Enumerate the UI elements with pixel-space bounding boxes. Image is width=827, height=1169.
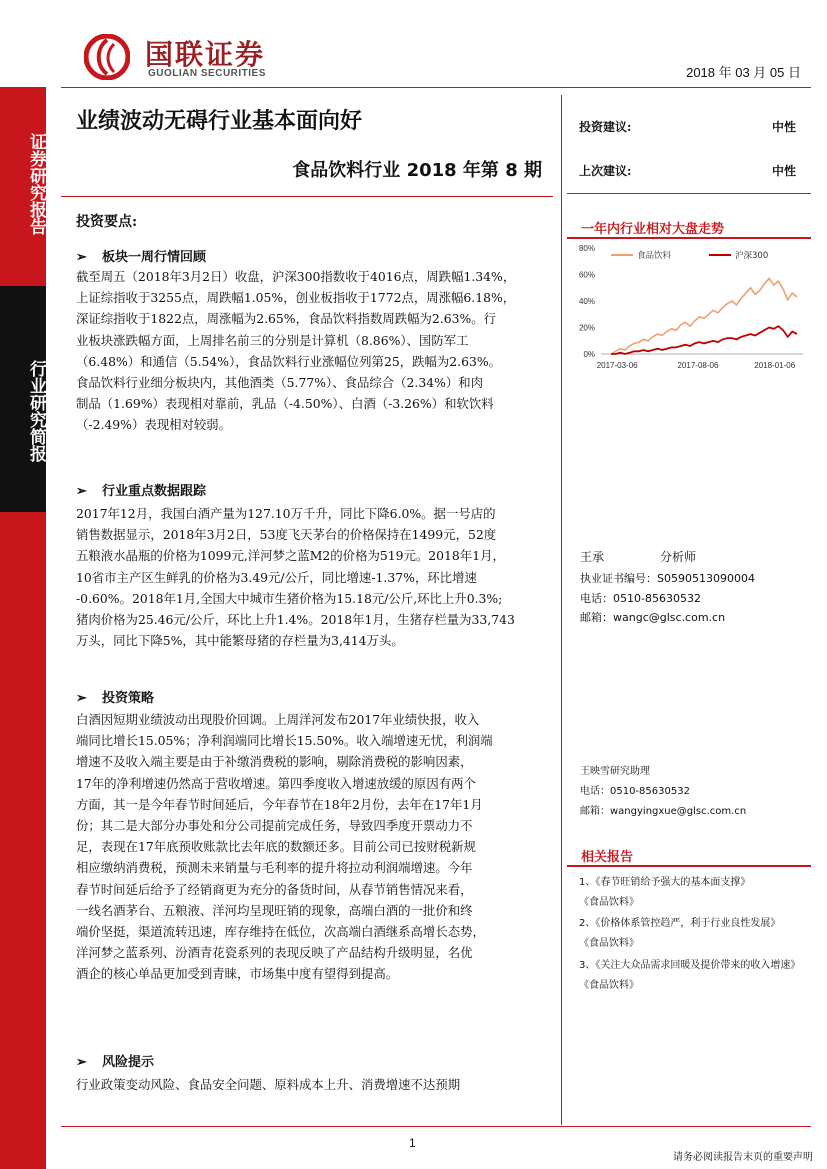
y-tick-label: 60% [578, 270, 595, 280]
report-title: 业绩波动无碍行业基本面向好 [76, 109, 363, 134]
rating-value-previous: 中性 [772, 164, 797, 178]
section-heading-risk: ➢ 风险提示 [76, 1055, 155, 1070]
chart-title: 一年内行业相对大盘走势 [581, 222, 725, 237]
section-heading-data-tracking: ➢ 行业重点数据跟踪 [76, 484, 207, 499]
y-tick-label: 80% [578, 244, 595, 253]
analyst-role: 分析师 [660, 550, 697, 564]
footer-divider [61, 1126, 811, 1127]
series-line-hs300 [611, 326, 797, 354]
related-reports-title: 相关报告 [581, 850, 634, 865]
legend-label: 食品饮料 [637, 251, 672, 261]
sidebar-label-industry-brief: 行业研究简报 [26, 360, 46, 462]
page-number: 1 [409, 1136, 416, 1150]
report-subtitle: 食品饮料行业 2018 年第 8 期 [292, 160, 542, 181]
rating-divider [567, 193, 811, 194]
section-body-strategy: 白酒因短期业绩波动出现股价回调。上周洋河发布2017年业绩快报，收入 端同比增长15.05%；净利润端同比增长15.50%。收入端增速无忧，利润端 增速不及收入端主要是由于补缴消费税的影响，剔除消费税的影响因素， 17年的净利增速仍然高于营收增速。第四季度收入增速放缓的原因有两个 方面，其一是今年春节时间延后，今年春节在18年2月份，去年在17年1月 份；其二是大部分办事处和分公司提前完成任务，导致四季度开票动力不 足，表现在17年底预收账款比去年底的数额还多。目前公司已按财税新规 相应缴纳消费税，预测未来销量与毛利率的提升将拉动利润端增速。今年 春节时间延后给予了经销商更为充分的备货时间，从春节销售情况来看， 一线名酒茅台、五粮液、洋河均呈现旺销的现象，高端白酒的一批价和终 端价坚挺，渠道流转迅速，库存维持在低位，次高端白酒继系高增长态势， 洋河梦之蓝系列、汾酒青花瓷系列的表现反映了产品结构升级明显，名优 酒企的核心单品更加受到青睐，市场集中度有望得到提高。 [76, 712, 493, 982]
analyst-email[interactable]: 邮箱：wangc@glsc.com.cn [580, 611, 726, 624]
analyst-name: 王承 [580, 550, 605, 564]
y-tick-label: 20% [578, 323, 595, 333]
report-date: 2018 年 03 月 05 日 [686, 65, 801, 80]
section-body-risk: 行业政策变动风险、食品安全问题、原料成本上升、消费增速不达预期 [76, 1077, 461, 1092]
sidebar-label-research-report: 证券研究报告 [26, 133, 46, 235]
y-tick-label: 0% [583, 350, 595, 359]
assistant-phone: 电话：0510-85630532 [580, 786, 690, 797]
related-report-3-category: 《食品饮料》 [579, 980, 639, 991]
brand-name-cn: 国联证券 [145, 38, 266, 71]
rating-value-current: 中性 [772, 120, 797, 134]
relative-trend-chart [567, 240, 811, 380]
related-report-2-category: 《食品饮料》 [579, 938, 639, 949]
y-tick-label: 40% [578, 297, 595, 306]
assistant-title: 王映雪研究助理 [580, 766, 650, 777]
key-points-heading: 投资要点: [76, 214, 138, 230]
arrow-bullet-icon: ➢ [76, 484, 87, 499]
guolian-logo-icon [84, 34, 130, 80]
footer-disclaimer: 请务必阅读报告末页的重要声明 [673, 1152, 813, 1163]
analyst-cert: 执业证书编号：S0590513090004 [580, 572, 755, 585]
legend-label: 沪深300 [735, 251, 769, 261]
arrow-bullet-icon: ➢ [76, 1055, 87, 1070]
section-body-market-review: 截至周五（2018年3月2日）收盘，沪深300指数收于4016点，周跌幅1.34%， 上证综指收于3255点，周跌幅1.05%，创业板指收于1772点，周涨幅6.18%， 深证综指收于1822点，周涨幅为2.65%，食品饮料指数周跌幅为2.63%。行 业板块涨跌幅方面，上周排名前三的分别是计算机（8.86%）、国防军工 （6.48%）和通信（5.54%），食品饮料行业涨幅位列第25，跌幅为2.63%。 食品饮料行业细分板块内，其他酒类（5.77%）、食品综合（2.34%）和肉 制品（1.69%）表现相对靠前，乳品（-4.50%）、白酒（-3.26%）和软饮料 （-2.49%）表现相对较弱。 [76, 269, 516, 433]
assistant-email[interactable]: 邮箱：wangyingxue@glsc.com.cn [580, 806, 747, 817]
rating-label-previous: 上次建议: [579, 164, 632, 178]
brand-name-en: GUOLIAN SECURITIES [148, 68, 266, 79]
rating-label-current: 投资建议: [579, 120, 632, 134]
column-divider [561, 95, 562, 1125]
related-report-2[interactable]: 2、《价格体系管控趋严，利于行业良性发展》 [579, 918, 781, 929]
arrow-bullet-icon: ➢ [76, 691, 87, 706]
arrow-bullet-icon: ➢ [76, 250, 87, 265]
analyst-phone: 电话：0510-85630532 [580, 592, 701, 605]
related-report-3[interactable]: 3、《关注大众品需求回暖及提价带来的收入增速》 [579, 960, 801, 971]
related-reports-underline [567, 865, 811, 867]
x-tick-label: 2017-08-06 [677, 361, 719, 370]
chart-title-underline [567, 237, 811, 239]
x-tick-label: 2017-03-06 [596, 361, 638, 370]
title-divider [61, 196, 553, 197]
related-report-1[interactable]: 1、《春节旺销给予强大的基本面支撑》 [579, 877, 751, 888]
section-heading-strategy: ➢ 投资策略 [76, 691, 155, 706]
section-heading-market-review: ➢ 板块一周行情回顾 [76, 250, 207, 265]
related-report-1-category: 《食品饮料》 [579, 897, 639, 908]
section-body-data-tracking: 2017年12月，我国白酒产量为127.10万千升，同比下降6.0%。据一号店的 销售数据显示，2018年3月2日，53度飞天茅台的价格保持在1499元，52度 五粮液水晶瓶的价格为1099元,洋河梦之蓝M2的价格为519元。2018年1月， 10省市主产区生鲜乳的价格为3.49元/公斤，同比增速-1.37%，环比增速 -0.60%。2018年1月,全国大中城市生猪价格为15.18元/公斤,环比上升0.3%; 猪肉价格为25.46元/公斤，环比上升1.4%。2018年1月，生猪存栏量为33,743 万头，同比下降5%，其中能繁母猪的存栏量为3,414万头。 [76, 506, 515, 649]
x-tick-label: 2018-01-06 [754, 361, 796, 370]
header-divider [61, 87, 811, 88]
